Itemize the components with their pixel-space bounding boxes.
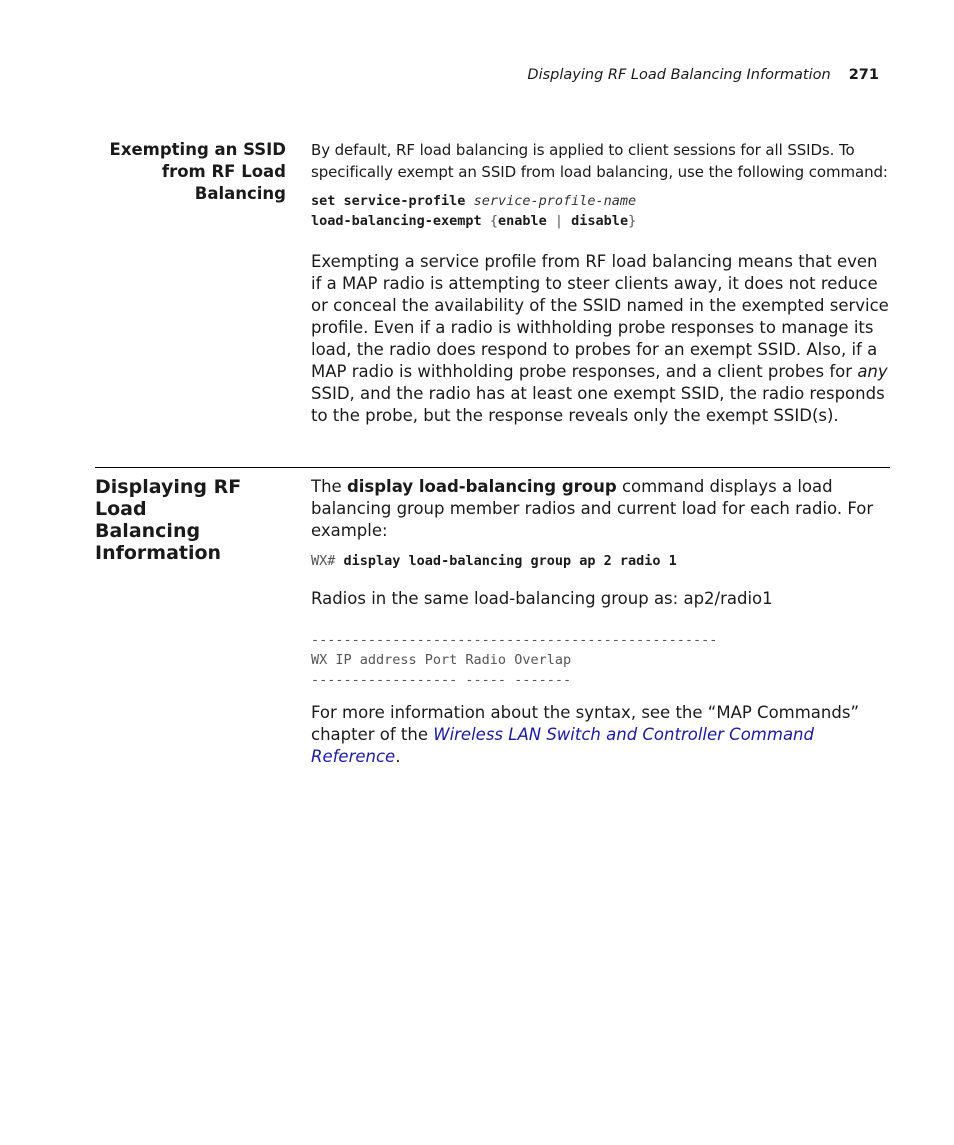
command-name: display load-balancing group (346, 477, 617, 496)
section1-body (311, 139, 891, 427)
brace-open: { (489, 213, 498, 229)
section-divider (95, 467, 890, 468)
option-enable: enable (497, 213, 547, 229)
brace-close: } (628, 213, 637, 229)
command-reference-link[interactable]: Wireless LAN Switch and Controller Command Reference (311, 725, 814, 766)
heading-line: from RF Load (161, 162, 286, 181)
heading-line: Balancing (95, 520, 201, 542)
intro-paragraph: By default, RF load balancing is applied to client sessions for all SSIDs. To specifically exempt an SSID from load balancing, use the following command: (311, 141, 888, 181)
heading-line: Balancing (194, 184, 286, 203)
heading-line: Displaying RF Load (95, 476, 242, 520)
paragraph-text: command displays a load balancing group member radios and current load for each radio. For example: (311, 477, 874, 540)
command-argument: service-profile-name (473, 193, 637, 209)
command-line-1 (311, 191, 891, 211)
table-header: WX IP address Port Radio Overlap (311, 652, 572, 668)
exempt-explanation-paragraph (311, 251, 891, 427)
paragraph-text: SSID, and the radio has at least one exempt SSID, the radio responds to the probe, but the response reveals only the exempt SSID(s). (311, 384, 885, 425)
paragraph-text: The (311, 477, 342, 496)
paragraph-text: For more information about the syntax, see the “MAP Commands” chapter of the (311, 703, 859, 744)
option-separator: | (554, 213, 564, 229)
command-line-2 (311, 211, 891, 231)
command-keyword: set service-profile (311, 193, 466, 209)
section-heading-exempting (90, 139, 286, 205)
section-heading-displaying (95, 476, 295, 564)
example-command-text: display load-balancing group ap 2 radio 1 (343, 553, 677, 569)
more-info-paragraph (311, 702, 891, 768)
intro-paragraph (311, 476, 891, 542)
page-number: 271 (848, 67, 879, 83)
paragraph-text: . (395, 747, 401, 766)
table-rule-top: -------------------------------------------------- (311, 632, 718, 648)
example-command (311, 551, 891, 571)
cli-prompt: WX# (311, 553, 336, 569)
table-rule-bottom: ------------------ ----- ------- (311, 672, 572, 688)
output-line: Radios in the same load-balancing group as: ap2/radio1 (311, 589, 773, 608)
heading-line: Exempting an SSID (109, 140, 286, 159)
command-block (311, 191, 891, 231)
output-table (311, 630, 891, 690)
emphasis-any: any (857, 362, 888, 381)
running-title: Displaying RF Load Balancing Information (527, 67, 831, 83)
paragraph-text: Exempting a service profile from RF load balancing means that even if a MAP radio is attempting to steer clients away, it does not reduce or conceal the availability of the SSID named in the exempted service profile. Even if a radio is withholding probe responses to manage its load, the radio does respond to probes for an exempt SSID. Also, if a MAP radio is withholding probe responses, and a client probes for (311, 252, 889, 381)
section2-body (311, 476, 891, 768)
command-keyword: load-balancing-exempt (311, 213, 482, 229)
heading-line: Information (95, 542, 222, 564)
running-header (0, 67, 879, 83)
option-disable: disable (571, 213, 629, 229)
